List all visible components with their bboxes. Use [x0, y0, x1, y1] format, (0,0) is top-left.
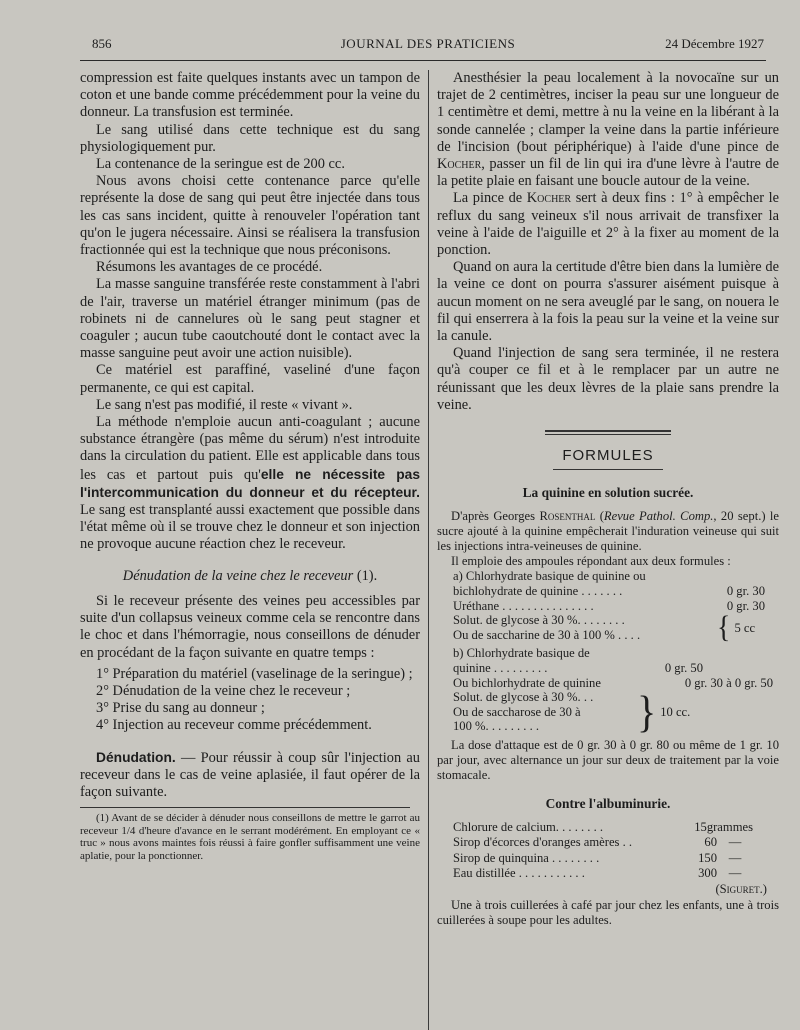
footnote-ref: (1).: [353, 567, 378, 584]
formula-group: [453, 610, 765, 645]
unit: —: [728, 835, 742, 850]
paragraph: La contenance de la seringue est de 200 cc.: [96, 156, 345, 173]
formula-title: a) Chlorhydrate basique de quinine ou: [453, 569, 646, 584]
ingredient: Sirop d'écorces d'oranges amères . .: [453, 835, 633, 850]
proper-name: Kocher: [437, 156, 482, 173]
footnote: (1) Avant de se décider à dénuder nous conseillons de mettre le garrot au receveur 1/4 d'heure d'avance en le serrant modérément. En employant ce « truc » nous avons maintes fois réussi à faire gonfler suffisamment une veine aplatie, pour la ponctionner.: [80, 812, 420, 862]
paragraph: Le sang utilisé dans cette technique est du sang physiologiquement pur.: [80, 121, 420, 155]
albuminuria-formula: [453, 820, 753, 881]
ingredient: Uréthane . . . . . . . . . . . . . . .: [453, 598, 594, 613]
unit: —: [728, 865, 742, 880]
text-run: Le sang est transplanté aussi exactement que possible dans l'état même où il se trouve chez le donneur et son injection ne provoque aucune réaction chez le receveur.: [80, 502, 420, 553]
formula-line: [453, 584, 765, 599]
run-in-heading: Dénudation.: [96, 749, 176, 765]
heading-underline: [553, 469, 663, 470]
formules-heading: FORMULES: [562, 447, 654, 465]
ingredient: Ou bichlorhydrate de quinine: [453, 675, 601, 690]
subsection-title: Contre l'albuminurie.: [545, 796, 671, 811]
paragraph: [80, 414, 420, 554]
step-item: 4° Injection au receveur comme précédemment.: [96, 717, 372, 734]
ingredient: quinine . . . . . . . . .: [453, 661, 548, 676]
ingredient: Ou de saccharine de 30 à 100 % . . . .: [453, 627, 641, 642]
paragraph: [437, 509, 779, 554]
ingredient: Chlorure de calcium. . . . . . . .: [453, 820, 604, 835]
brace-glyph: {: [717, 610, 731, 645]
subsection-title: La quinine en solution sucrée.: [522, 485, 694, 501]
ingredient: Eau distillée . . . . . . . . . . .: [453, 865, 585, 880]
ingredient: Solut. de glycose à 30 %. . .: [453, 690, 594, 705]
left-column: [80, 70, 420, 863]
right-column: [437, 70, 779, 928]
formula-a: [453, 569, 765, 645]
text-run: (: [595, 509, 604, 524]
section-separator: [545, 430, 671, 435]
column-divider: [428, 70, 429, 1030]
unit: grammes: [706, 820, 753, 835]
step-item: 1° Préparation du matériel (vaselinage de la seringue) ;: [96, 665, 413, 682]
text-run: sert à deux fins : 1° à empêcher le reflux du sang veineux s'il nous arrivait de transfixer la veine à l'aide de l'aiguille et 2° à la fixer au moment de la ponction.: [437, 190, 780, 259]
quinine-text: [437, 509, 779, 569]
journal-reference: Revue Pathol. Comp.: [603, 509, 714, 524]
formula-line: [453, 661, 703, 676]
text-run: La pince de: [453, 190, 527, 207]
page-header: [92, 36, 764, 56]
usage-text: [437, 898, 779, 928]
text-run: Anesthésier la peau localement à la novocaïne sur un trajet de 2 centimètres, inciser la peau sur une longueur de 1 centimètre et demi, mettre à nu la veine en la libérant à la sonde cannelée ; clamper la veine dans la partie inférieure de l'incision (bout périphérique) à l'aide d'une pince de: [437, 70, 779, 155]
steps-list: [80, 666, 420, 735]
paragraph: Si le receveur présente des veines peu accessibles par suite d'un collapsus veineux comme cela se rencontre dans le choc et dans l'hémorragie, nous conseillons de dénuder en procédant de la façon suivante en quatre temps :: [80, 592, 420, 661]
text-run: D'après Georges: [451, 509, 540, 524]
formula-row: [453, 835, 753, 850]
paragraph: compression est faite quelques instants avec un tampon de coton et une bande comme précédemment pour la veine du donneur. La transfusion est terminée.: [80, 70, 420, 121]
author-signature: (Siguret.): [715, 882, 767, 897]
paragraph: [437, 190, 779, 259]
brace-glyph: }: [637, 686, 657, 737]
page-number: 856: [92, 36, 112, 51]
quantity: 0 gr. 30: [726, 598, 765, 613]
unit: —: [728, 850, 742, 865]
ingredient: Sirop de quinquina . . . . . . . .: [453, 850, 600, 865]
quantity: 10 cc.: [660, 704, 691, 719]
quantity: 150: [698, 850, 717, 865]
text-run: La méthode n'emploie aucun anti-coagulant ; aucune substance étrangère (pas même du sérum) n'est introduite dans la circulation du patient. Elle est applicable dans tous les cas et partout puis qu': [80, 414, 420, 483]
paragraph: Une à trois cuillerées à café par jour chez les enfants, une à trois cuillerées à soupe pour les adultes.: [437, 898, 779, 928]
quantity: 0 gr. 30: [726, 584, 765, 599]
paragraph: La dose d'attaque est de 0 gr. 30 à 0 gr. 80 ou même de 1 gr. 10 par jour, avec alternance un jour sur deux de traitement par la voie stomacale.: [437, 738, 779, 782]
proper-name: Rosenthal: [539, 509, 596, 524]
formula-b: [453, 646, 773, 737]
quantity: 300: [698, 865, 717, 880]
formula-line: [453, 676, 773, 691]
proper-name: Kocher: [526, 190, 572, 207]
issue-date: 24 Décembre 1927: [665, 36, 764, 51]
ingredient: Ou de saccharose de 30 à: [453, 704, 581, 719]
quantity: 60: [704, 835, 717, 850]
ingredient: 100 %. . . . . . . . .: [453, 719, 540, 734]
paragraph: Il emploie des ampoules répondant aux deux formules :: [451, 554, 731, 569]
formula-title: b) Chlorhydrate basique de: [453, 646, 590, 661]
text-run: — Pour réussir à coup sûr l'injection au receveur dans le cas de veine aplasiée, il faut opérer de la façon suivante.: [80, 749, 420, 800]
quantity: 0 gr. 50: [664, 661, 703, 676]
paragraph: La masse sanguine transférée reste constamment à l'abri de l'air, traverse un matériel étranger minimum (pas de robinets ni de cannelures où le sang peut stagner et coaguler ; aucun tube caoutchouté dont le contact avec la masse sanguine peut avoir une action nuisible).: [80, 276, 420, 362]
paragraph: Nous avons choisi cette contenance parce qu'elle représente la dose de sang qui peut être injectée dans tous les cas sans incident, quitte à renouveler l'opération tant qu'on le jugera nécessaire. Ainsi se réalisera la transfusion fractionnée qui est la technique que nous préconisons.: [80, 173, 420, 259]
step-item: 2° Dénudation de la veine chez le receveur ;: [96, 682, 351, 699]
dose-text: [437, 738, 779, 783]
section-title: [80, 568, 420, 585]
step-item: 3° Prise du sang au donneur ;: [96, 700, 265, 717]
paragraph: Quand l'injection de sang sera terminée, il ne restera qu'à couper ce fil et à le remplacer par un autre ne réunissant que les deux lèvres de la plaie sans prendre la veine.: [437, 345, 779, 413]
paragraph: Le sang n'est pas modifié, il reste « vivant ».: [96, 396, 353, 413]
formula-row: [453, 866, 753, 881]
paragraph: Ce matériel est paraffiné, vaseliné d'une façon permanente, ce qui est capital.: [80, 362, 420, 396]
group-lines: [453, 690, 633, 734]
section-title-text: Dénudation de la veine chez le receveur: [122, 567, 354, 584]
paragraph: [80, 749, 420, 802]
ingredient: bichlohydrate de quinine . . . . . . .: [453, 584, 623, 599]
formula-row: [453, 820, 753, 835]
journal-title: JOURNAL DES PRATICIENS: [340, 36, 516, 51]
text-run: , passer un fil de lin qui ira d'une lèvre à l'autre de la petite plaie en faisant une boucle autour de la veine.: [437, 156, 779, 190]
ingredient: Solut. de glycose à 30 %. . . . . . . .: [453, 613, 625, 628]
quantity: 15: [694, 820, 707, 835]
text-run: , 20 sept.) le sucre ajouté à la quinine empêcherait l'induration veineuse qui suit les injections intra-veineuses de quinine.: [437, 509, 780, 554]
header-rule: [80, 60, 766, 61]
footnote-rule: [80, 807, 410, 808]
formula-group: [453, 686, 773, 737]
paragraph: [437, 70, 779, 190]
paragraph: Résumons les avantages de ce procédé.: [96, 259, 323, 276]
emphasized-text: elle ne nécessite pas l'intercommunication du donneur et du récepteur.: [80, 466, 420, 500]
paragraph: Quand on aura la certitude d'être bien dans la lumière de la veine ce dont on pourra s'assurer aisément puisque à aucun moment on ne sera aveuglé par le sang, on nouera le fil qui enserrera à la fois la peau sur la veine et la veine sur la canule.: [437, 259, 779, 345]
group-lines: [453, 613, 713, 642]
quantity: 0 gr. 30 à 0 gr. 50: [684, 675, 773, 690]
formula-row: [453, 851, 753, 866]
quantity: 5 cc: [734, 620, 756, 635]
